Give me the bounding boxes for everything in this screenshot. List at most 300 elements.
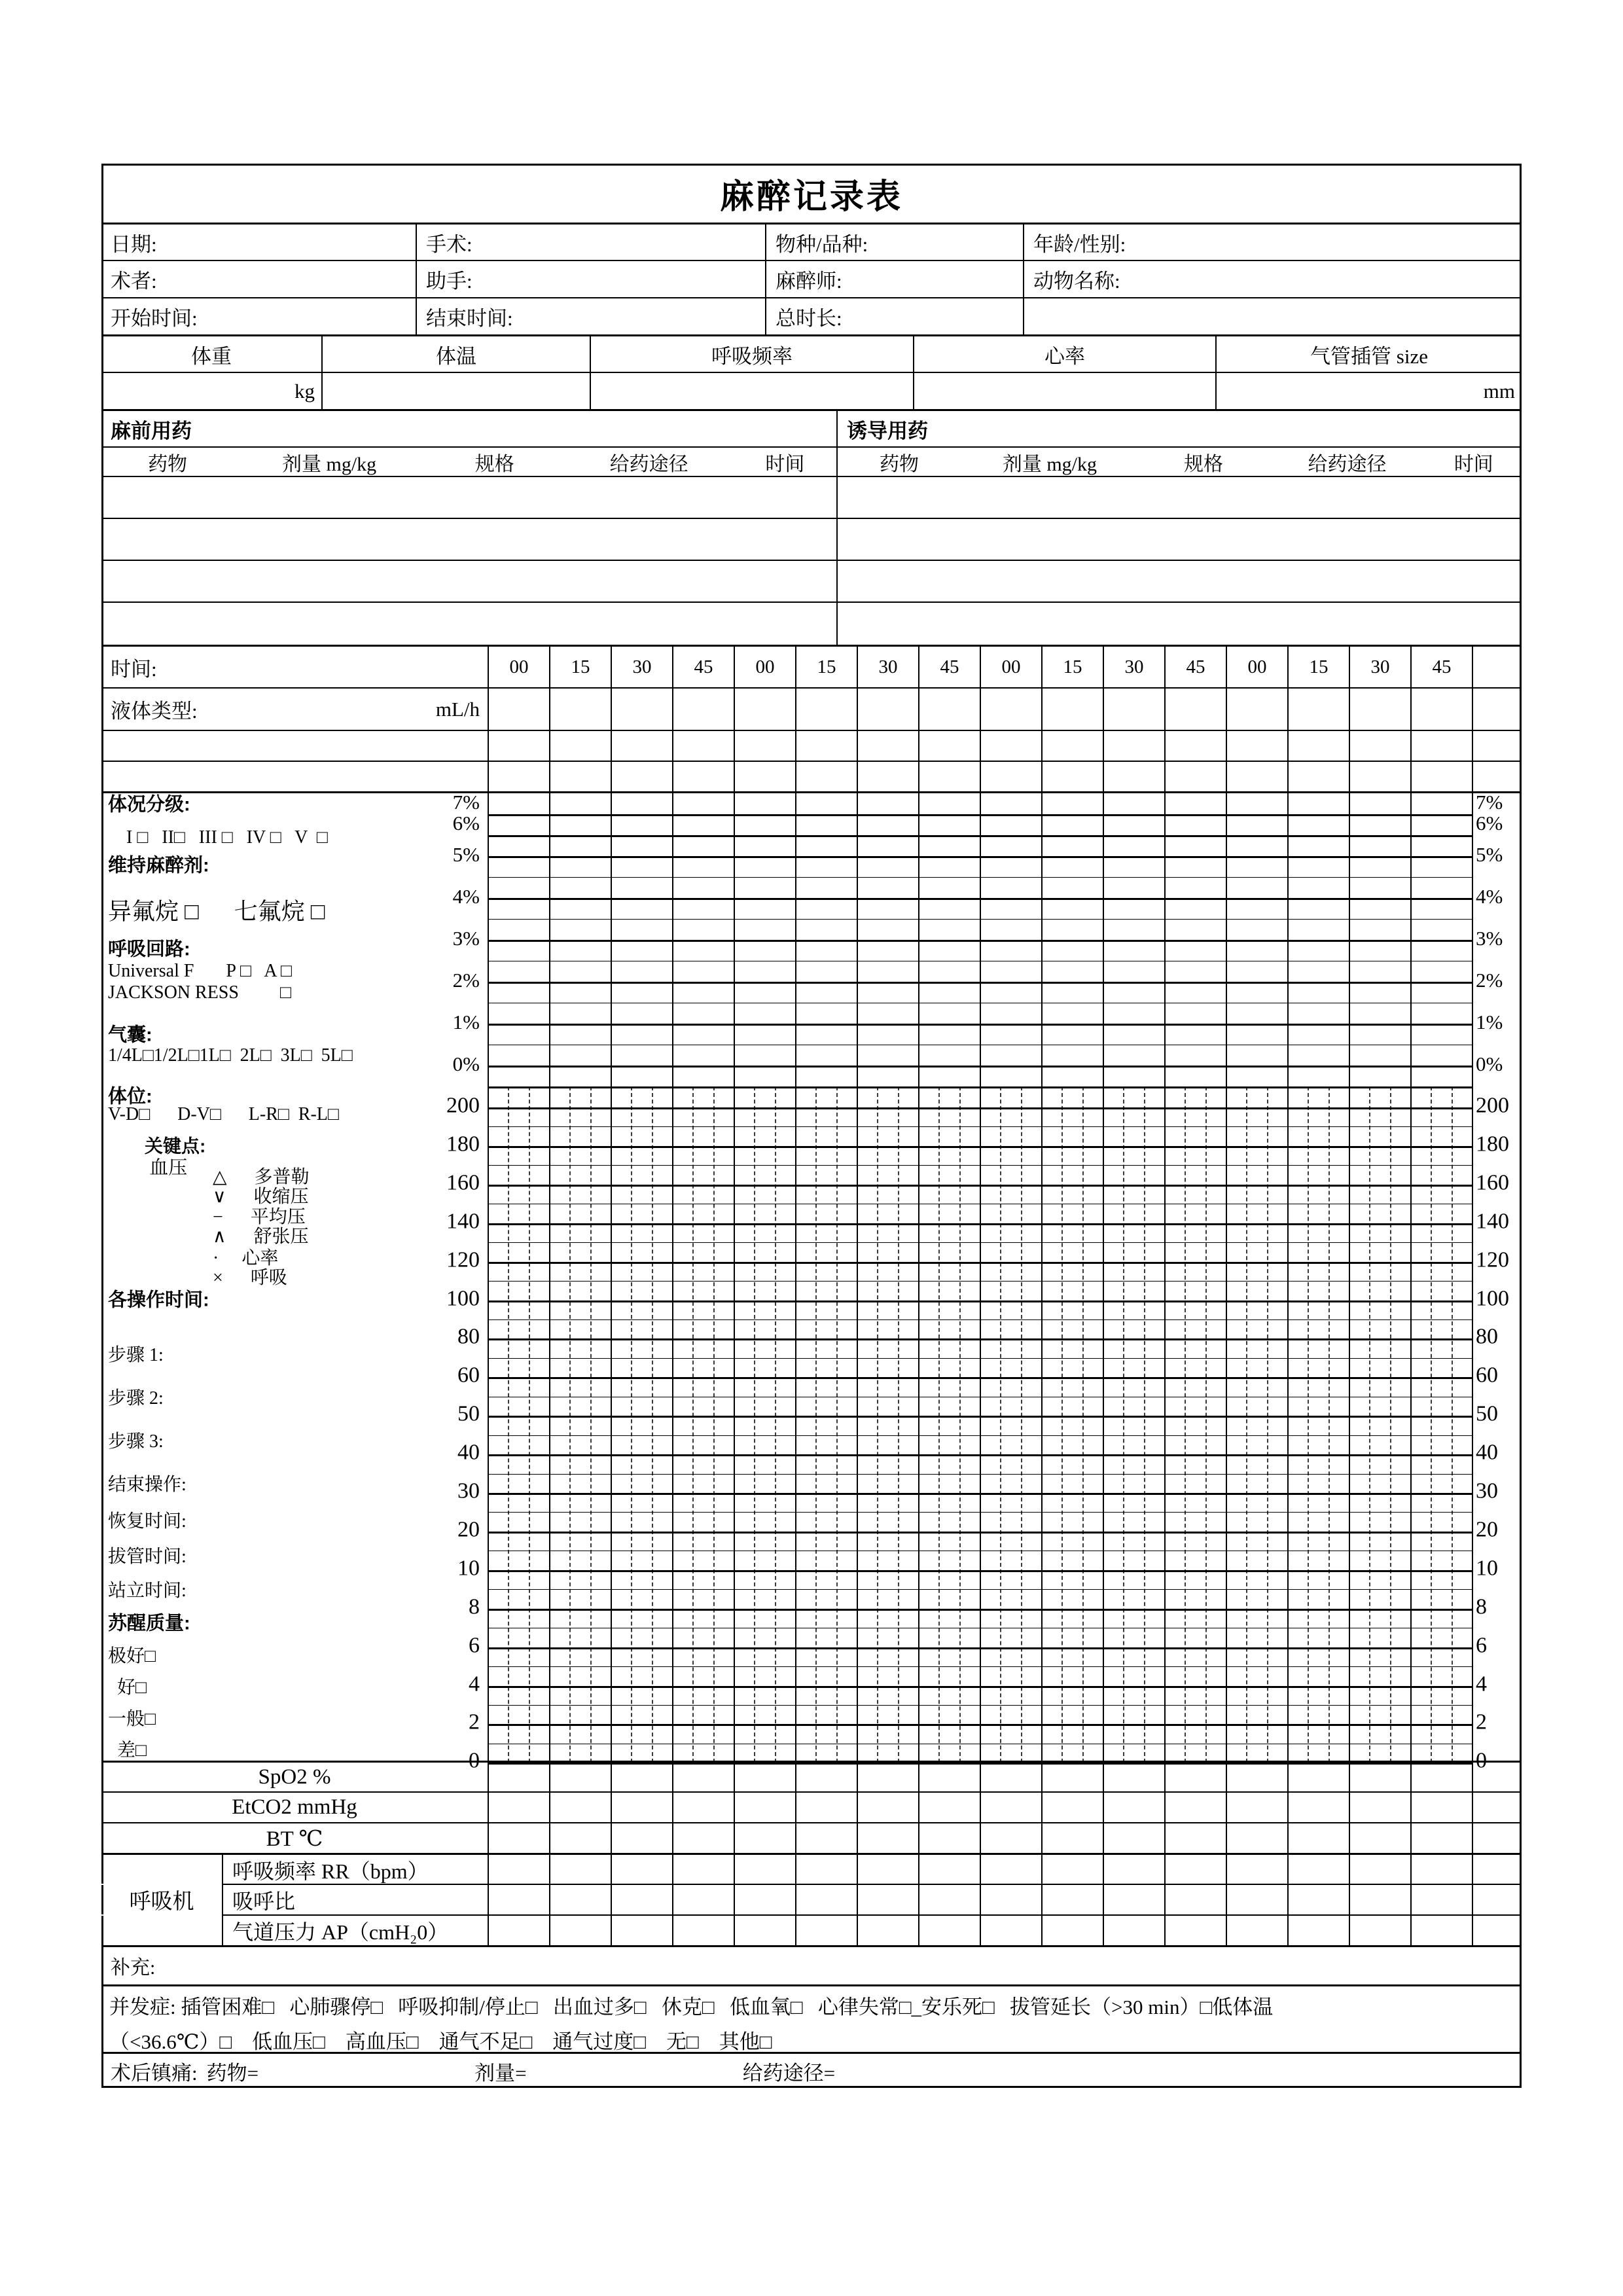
sidebar-item-9: 体位: <box>108 1086 152 1107</box>
grid-cell <box>1349 1793 1410 1822</box>
grid-row-line <box>488 1024 1472 1026</box>
grid-subdivision-line <box>1329 1086 1330 1763</box>
scale-label: 6 <box>1476 1633 1487 1658</box>
grid-cell <box>734 1823 795 1853</box>
grid-row-line <box>488 982 1472 984</box>
sidebar-item-4: 呼吸回路: <box>108 939 190 960</box>
med-row-3 <box>101 560 1522 601</box>
sidebar-item-18: 步骤 1: <box>108 1344 164 1365</box>
grid-cell <box>1164 762 1226 791</box>
right-strip-cell <box>1472 1916 1522 1946</box>
sidebar-item-2: 维持麻醉剂: <box>108 855 209 876</box>
field-assistant: 助手: <box>416 261 765 297</box>
grid-cell <box>1349 1885 1410 1915</box>
grid-subdivision-line <box>631 1086 632 1763</box>
grid-cell <box>857 1793 918 1822</box>
grid-cell <box>1103 762 1164 791</box>
grid-cell <box>795 762 857 791</box>
grid-row-line <box>488 1300 1472 1302</box>
grid-cell <box>611 689 672 730</box>
scale-label: 1% <box>1476 1010 1503 1033</box>
grid-cell <box>980 1916 1041 1946</box>
grid-cell <box>672 689 734 730</box>
grid-cell <box>795 1916 857 1946</box>
sidebar-item-10: V-D□ D-V□ L-R□ R-L□ <box>108 1103 339 1124</box>
grid-cell <box>1226 1763 1287 1791</box>
scale-label: 0% <box>452 1052 480 1075</box>
grid-cell <box>1287 1916 1349 1946</box>
grid-row-line <box>488 1126 1472 1127</box>
grid-cell <box>918 731 980 761</box>
vent-ap-label: 气道压力 AP（cmH₂0） <box>222 1916 488 1946</box>
grid-row-line <box>488 1358 1472 1359</box>
grid-cell <box>918 762 980 791</box>
scale-label: 4 <box>1476 1672 1487 1696</box>
scale-label: 60 <box>1476 1363 1498 1388</box>
med-row-4 <box>101 601 1522 645</box>
sidebar-item-28: 一般□ <box>108 1708 156 1729</box>
scale-label: 7% <box>1476 790 1503 814</box>
grid-cell <box>488 1885 549 1915</box>
grid-cell <box>1103 1763 1164 1791</box>
grid-row-line <box>488 898 1472 900</box>
grid-cell <box>1349 689 1410 730</box>
grid-cell <box>1410 1823 1472 1853</box>
grid-cell <box>611 1855 672 1885</box>
grid-row-line <box>488 1589 1472 1590</box>
grid-cell <box>857 1885 918 1915</box>
induction-entry <box>836 561 1522 601</box>
grid-cell <box>1164 731 1226 761</box>
vent-ie-row <box>101 1884 1522 1914</box>
time-tick-cell: 00 <box>734 647 795 687</box>
grid-cell <box>611 731 672 761</box>
sidebar-item-13: − 平均压 <box>213 1206 306 1227</box>
grid-row-line <box>488 1512 1472 1513</box>
scale-label: 180 <box>1476 1132 1509 1157</box>
right-strip-cell <box>1472 647 1522 687</box>
grid-cell <box>857 731 918 761</box>
field-anesthetist: 麻醉师: <box>765 261 1023 297</box>
grid-cell <box>611 1823 672 1853</box>
grid-cell <box>734 762 795 791</box>
scale-label: 6% <box>1476 811 1503 834</box>
grid-row-line <box>488 1474 1472 1475</box>
grid-subdivision-line <box>775 1086 776 1763</box>
grid-cell <box>857 689 918 730</box>
grid-cell <box>672 1763 734 1791</box>
grid-row-line <box>488 1165 1472 1166</box>
med-row-1 <box>101 476 1522 518</box>
grid-cell <box>1103 689 1164 730</box>
grid-cell <box>611 1793 672 1822</box>
field-age-sex: 年龄/性别: <box>1023 224 1522 260</box>
grid-cell <box>1349 762 1410 791</box>
grid-cell <box>1349 731 1410 761</box>
grid-cell <box>795 1823 857 1853</box>
premed-entry <box>101 477 836 518</box>
med-row-2 <box>101 518 1522 560</box>
grid-cell <box>734 689 795 730</box>
grid-cell <box>1287 1885 1349 1915</box>
cell-hr-value <box>913 373 1215 409</box>
grid-subdivision-line <box>898 1086 899 1763</box>
grid-subdivision-line <box>1369 1086 1370 1763</box>
sidebar-item-17: 各操作时间: <box>108 1289 209 1311</box>
grid-cell <box>1041 762 1103 791</box>
sidebar-item-7: 气囊: <box>108 1024 152 1046</box>
scale-label: 160 <box>1476 1170 1509 1195</box>
grid-row-line <box>488 1185 1472 1187</box>
info-row-3 <box>101 297 1522 334</box>
grid-cell <box>1103 1885 1164 1915</box>
grid-column-line <box>857 793 858 1763</box>
grid-cell <box>1041 1793 1103 1822</box>
grid-cell <box>549 1855 611 1885</box>
med-col-header: 药物 <box>880 454 919 475</box>
scale-label: 0% <box>1476 1052 1503 1075</box>
scale-label: 8 <box>469 1594 480 1619</box>
grid-cell <box>1103 1916 1164 1946</box>
grid-cell <box>1041 1855 1103 1885</box>
time-tick-cell: 45 <box>918 647 980 687</box>
scale-label: 120 <box>446 1247 480 1272</box>
ventilator-group-label: 呼吸机 <box>129 1890 194 1914</box>
sidebar-item-8: 1/4L□1/2L□1L□ 2L□ 3L□ 5L□ <box>108 1045 353 1066</box>
grid-cell <box>1349 1823 1410 1853</box>
sidebar-item-16: × 呼吸 <box>213 1267 287 1288</box>
analgesia-label: 术后镇痛: <box>111 2061 198 2085</box>
scale-label: 200 <box>446 1093 480 1118</box>
fluid-label-cell <box>101 689 488 730</box>
grid-cell <box>1410 1793 1472 1822</box>
sidebar-item-3: 异氟烷 □ 七氟烷 □ <box>108 898 325 925</box>
grid-column-line <box>1226 793 1227 1763</box>
med-col-header: 给药途径 <box>609 454 688 475</box>
grid-row-line <box>488 1146 1472 1148</box>
grid-cell <box>980 1763 1041 1791</box>
grid-cell <box>918 1885 980 1915</box>
grid-cell <box>918 1823 980 1853</box>
right-strip-cell <box>1472 1763 1522 1791</box>
grid-cell <box>795 1885 857 1915</box>
scale-label: 20 <box>1476 1517 1498 1542</box>
premed-title: 麻前用药 <box>111 419 192 442</box>
scale-label: 0 <box>469 1749 480 1774</box>
grid-row-line <box>488 835 1472 837</box>
monitoring-chart-zone <box>101 790 1522 1774</box>
sidebar-item-25: 苏醒质量: <box>108 1613 190 1634</box>
grid-cell <box>1410 1763 1472 1791</box>
grid-cell <box>980 689 1041 730</box>
grid-cell <box>1410 762 1472 791</box>
grid-cell <box>980 731 1041 761</box>
complications-row <box>101 1984 1522 2052</box>
time-tick-cell: 45 <box>1164 647 1226 687</box>
grid-subdivision-line <box>1452 1086 1453 1763</box>
grid-subdivision-line <box>1000 1086 1001 1763</box>
grid-cell <box>1164 1885 1226 1915</box>
grid-subdivision-line <box>692 1086 694 1763</box>
grid-cell <box>1226 731 1287 761</box>
med-col-header: 规格 <box>474 454 514 475</box>
vent-rr-row <box>101 1853 1522 1884</box>
grid-subdivision-line <box>1267 1086 1268 1763</box>
grid-cell <box>734 731 795 761</box>
title-row <box>101 164 1522 223</box>
grid-row-line <box>488 1319 1472 1320</box>
supplement-row <box>101 1945 1522 1984</box>
scale-label: 5% <box>452 842 480 866</box>
blank-grid-row <box>101 730 1522 761</box>
vitals-header-row <box>101 334 1522 372</box>
grid-cell <box>1041 1916 1103 1946</box>
grid-cell <box>980 1885 1041 1915</box>
grid-cell <box>980 1823 1041 1853</box>
scale-label: 4% <box>1476 884 1503 908</box>
scale-label: 30 <box>1476 1479 1498 1503</box>
grid-cell <box>1349 1855 1410 1885</box>
supplement-label: 补充: <box>111 1957 156 1979</box>
field-surgery: 手术: <box>416 224 765 260</box>
grid-cell <box>1349 1763 1410 1791</box>
grid-cell <box>488 762 549 791</box>
grid-column-line <box>549 793 550 1763</box>
grid-row-line <box>488 1086 1472 1088</box>
grid-cell <box>1164 1823 1226 1853</box>
grid-cell <box>918 1916 980 1946</box>
grid-subdivision-line <box>1144 1086 1145 1763</box>
grid-cell <box>795 1855 857 1885</box>
grid-cell <box>1164 1916 1226 1946</box>
grid-cell <box>857 1823 918 1853</box>
grid-row-line <box>488 1686 1472 1688</box>
analgesia-row <box>101 2052 1522 2088</box>
grid-cell <box>549 689 611 730</box>
grid-cell <box>1410 731 1472 761</box>
scale-label: 2 <box>469 1710 480 1735</box>
time-tick-cell: 15 <box>549 647 611 687</box>
grid-cell <box>1410 689 1472 730</box>
grid-column-line <box>1349 793 1350 1763</box>
grid-cell <box>857 1763 918 1791</box>
premed-entry <box>101 603 836 645</box>
grid-cell <box>1226 1916 1287 1946</box>
sidebar-item-14: ∧ 舒张压 <box>213 1226 309 1247</box>
grid-subdivision-line <box>652 1086 653 1763</box>
grid-cell <box>1287 689 1349 730</box>
vent-ap-row <box>101 1914 1522 1945</box>
fluid-type-row <box>101 687 1522 730</box>
vent-ie-label: 吸呼比 <box>222 1885 488 1915</box>
scale-label: 3% <box>1476 926 1503 950</box>
premed-entry <box>101 519 836 560</box>
scale-label: 140 <box>1476 1209 1509 1234</box>
col-temp: 体温 <box>321 336 590 372</box>
grid-row-line <box>488 1666 1472 1667</box>
scale-label: 100 <box>446 1286 480 1311</box>
grid-cell <box>980 762 1041 791</box>
grid-cell <box>1410 1855 1472 1885</box>
vent-rr-label: 呼吸频率 RR（bpm） <box>222 1855 488 1885</box>
field-start-time: 开始时间: <box>111 307 198 330</box>
grid-subdivision-line <box>1123 1086 1124 1763</box>
scale-label: 10 <box>457 1556 480 1581</box>
info-row-2 <box>101 260 1522 297</box>
grid-cell <box>611 1916 672 1946</box>
analgesia-route: 给药途径= <box>742 2061 836 2085</box>
grid-cell <box>1226 1823 1287 1853</box>
analgesia-dose: 剂量= <box>474 2061 527 2085</box>
scale-label: 200 <box>1476 1093 1509 1118</box>
grid-subdivision-line <box>590 1086 592 1763</box>
cell-rr-value <box>590 373 913 409</box>
time-tick-cell: 00 <box>980 647 1041 687</box>
grid-subdivision-line <box>1308 1086 1309 1763</box>
scale-label: 20 <box>457 1517 480 1542</box>
med-col-header: 给药途径 <box>1308 454 1387 475</box>
page-title: 麻醉记录表 <box>719 177 903 216</box>
time-tick-cell: 30 <box>611 647 672 687</box>
field-animal-name: 动物名称: <box>1023 261 1522 297</box>
med-col-header: 药物 <box>148 454 188 475</box>
blank-label-cell <box>101 762 488 791</box>
grid-cell <box>1287 762 1349 791</box>
grid-subdivision-line <box>1246 1086 1247 1763</box>
col-et-tube-size: 气管插管 size <box>1215 336 1522 372</box>
scale-label: 80 <box>1476 1325 1498 1350</box>
scale-label: 40 <box>457 1440 480 1465</box>
grid-column-line <box>1041 793 1043 1763</box>
complications-line1: 并发症: 插管困难□ 心肺骤停□ 呼吸抑制/停止□ 出血过多□ 休克□ 低血氧□ 心律失常□_安乐死□ 拔管延长（>30 min）□低体温 <box>109 1996 1274 2018</box>
spo2-label: SpO2 % <box>258 1765 331 1789</box>
grid-cell <box>672 731 734 761</box>
sidebar-item-15: · 心率 <box>213 1247 279 1268</box>
grid-cell <box>1287 1793 1349 1822</box>
grid-cell <box>488 1763 549 1791</box>
scale-label: 6% <box>452 811 480 834</box>
grid-row-line <box>488 1416 1472 1418</box>
field-date: 日期: <box>111 232 157 256</box>
scale-label: 5% <box>1476 842 1503 866</box>
premed-entry <box>101 561 836 601</box>
grid-subdivision-line <box>754 1086 755 1763</box>
grid-cell <box>734 1793 795 1822</box>
grid-cell <box>734 1763 795 1791</box>
scale-label: 180 <box>446 1132 480 1157</box>
scale-label: 1% <box>452 1010 480 1033</box>
grid-column-line <box>980 793 981 1763</box>
grid-cell <box>672 1916 734 1946</box>
grid-cell <box>734 1855 795 1885</box>
sidebar-item-6: JACKSON RESS □ <box>108 982 291 1003</box>
induction-title: 诱导用药 <box>836 411 1522 446</box>
scale-label: 160 <box>446 1170 480 1195</box>
grid-row-line <box>488 1281 1472 1282</box>
sidebar-item-27: 好□ <box>108 1677 147 1698</box>
time-tick-cell: 30 <box>1103 647 1164 687</box>
scale-label: 40 <box>1476 1440 1498 1465</box>
grid-subdivision-line <box>1431 1086 1432 1763</box>
scale-label: 4 <box>469 1672 480 1696</box>
grid-cell <box>795 1763 857 1791</box>
sidebar-item-29: 差□ <box>108 1740 147 1761</box>
sidebar-item-20: 步骤 3: <box>108 1431 164 1452</box>
grid-row-line <box>488 1066 1472 1067</box>
grid-cell <box>1226 1855 1287 1885</box>
grid-cell <box>611 1885 672 1915</box>
right-strip-cell <box>1472 1855 1522 1885</box>
grid-column-line <box>672 793 673 1763</box>
grid-cell <box>488 1855 549 1885</box>
grid-subdivision-line <box>938 1086 940 1763</box>
fluid-unit: mL/h <box>435 697 480 721</box>
grid-column-line <box>795 793 796 1763</box>
sidebar-item-26: 极好□ <box>108 1645 156 1666</box>
grid-cell <box>1287 1763 1349 1791</box>
grid-cell <box>672 1793 734 1822</box>
sidebar-item-21: 结束操作: <box>108 1474 187 1495</box>
premed-columns <box>101 448 836 476</box>
scale-label: 2% <box>1476 968 1503 992</box>
field-species: 物种/品种: <box>765 224 1023 260</box>
scale-label: 80 <box>457 1325 480 1350</box>
right-strip-cell <box>1472 731 1522 761</box>
scale-label: 2 <box>1476 1710 1487 1735</box>
grid-cell <box>672 1855 734 1885</box>
grid-cell <box>918 1855 980 1885</box>
time-tick-cell: 30 <box>1349 647 1410 687</box>
time-tick-cell: 45 <box>672 647 734 687</box>
grid-cell <box>488 1916 549 1946</box>
sidebar-item-23: 拔管时间: <box>108 1546 187 1567</box>
grid-subdivision-line <box>1082 1086 1084 1763</box>
grid-cell <box>857 1855 918 1885</box>
right-strip-cell <box>1472 1823 1522 1853</box>
scale-label: 6 <box>469 1633 480 1658</box>
sidebar-item-19: 步骤 2: <box>108 1388 164 1408</box>
grid-row-line <box>488 877 1472 878</box>
grid-subdivision-line <box>1061 1086 1063 1763</box>
grid-row-line <box>488 1262 1472 1264</box>
unit-mm: mm <box>1215 373 1522 409</box>
time-tick-cell: 15 <box>795 647 857 687</box>
grid-column-line <box>1287 793 1289 1763</box>
time-tick-cell: 00 <box>488 647 549 687</box>
col-heart-rate: 心率 <box>913 336 1215 372</box>
sidebar-item-0: 体况分级: <box>108 794 190 816</box>
grid-cell <box>488 1823 549 1853</box>
chart-grid <box>101 790 1522 1774</box>
grid-subdivision-line <box>529 1086 530 1763</box>
bt-row <box>101 1822 1522 1853</box>
time-label: 时间: <box>111 657 157 681</box>
keypoints-value: 血压 <box>149 1157 188 1179</box>
grid-row-line <box>488 1609 1472 1611</box>
med-col-header: 时间 <box>765 454 805 475</box>
grid-row-line <box>488 1647 1472 1649</box>
grid-cell <box>549 762 611 791</box>
scale-label: 120 <box>1476 1247 1509 1272</box>
grid-cell <box>1041 1885 1103 1915</box>
right-strip-cell <box>1472 689 1522 730</box>
grid-column-line <box>918 793 919 1763</box>
grid-cell <box>488 731 549 761</box>
grid-subdivision-line <box>1205 1086 1207 1763</box>
unit-kg: kg <box>294 379 315 403</box>
grid-cell <box>1226 1793 1287 1822</box>
analgesia-line <box>101 2054 1522 2088</box>
